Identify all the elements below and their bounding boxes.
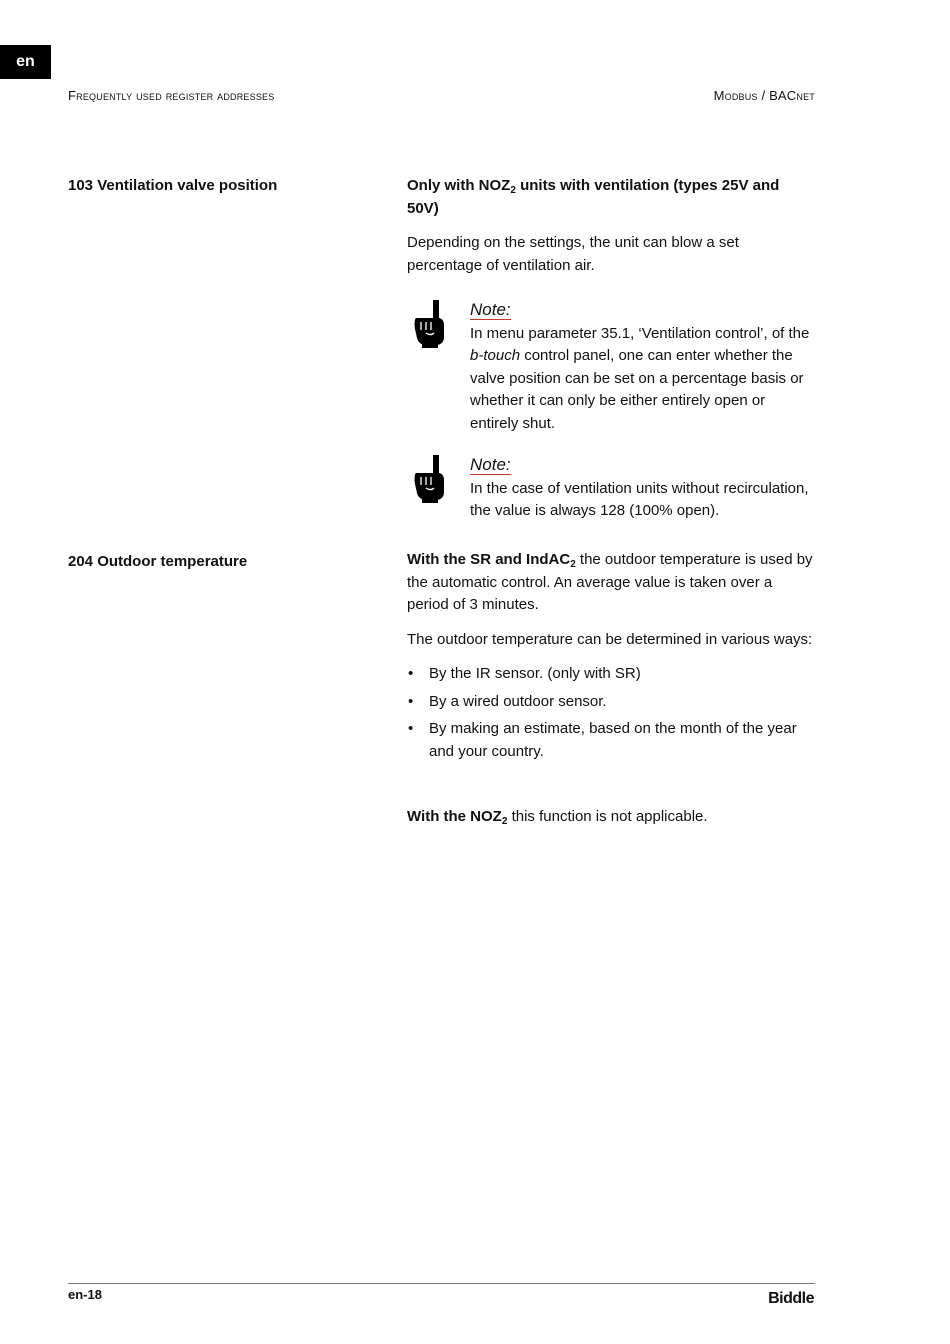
closing-rest: this function is not applicable. [507, 808, 708, 825]
intro-rest: the outdoor temperature is used by the automatic control. An average value is taken over a period of 3 minutes. [407, 551, 813, 613]
intro-bold: With the SR and IndAC [407, 551, 571, 568]
list-item: • By the IR sensor. (only with SR) [407, 663, 815, 686]
page-number: en-18 [68, 1287, 102, 1302]
pointing-hand-icon [412, 300, 446, 348]
language-tab: en [0, 45, 51, 79]
note-text-b: control panel, one can enter whether the valve position can be set on a percentage basis or whether it can only be either entirely open or entirely shut. [470, 347, 804, 432]
methods-list [407, 663, 815, 763]
note-label: Note: [470, 455, 511, 474]
section-103-paragraph: Depending on the settings, the unit can blow a set percentage of ventilation air. [407, 234, 739, 274]
brand-logo: Biddle [768, 1290, 814, 1307]
section-103-intro [407, 175, 815, 220]
list-item: • By a wired outdoor sensor. [407, 691, 815, 714]
closing-bold: With the NOZ [407, 808, 502, 825]
footer-divider [68, 1283, 815, 1284]
note-text-italic: b-touch [470, 347, 521, 364]
section-204-intro [407, 549, 815, 617]
running-header-right: Modbus / BACnet [713, 88, 815, 103]
subscript: 2 [510, 185, 516, 196]
subscript: 2 [501, 816, 508, 827]
section-204-closing [407, 806, 815, 841]
section-204-paragraph: The outdoor temperature can be determined in various ways: [407, 630, 813, 648]
pointing-hand-icon [412, 455, 446, 503]
section-title-103: 103 Ventilation valve position [68, 177, 278, 194]
section-204-body [407, 549, 815, 768]
list-item: • By making an estimate, based on the month of the year and your country. [407, 718, 815, 763]
intro-text: Only with NOZ [407, 177, 511, 194]
note-text: In the case of ventilation units without recirculation, the value is always 128 (100% open). [470, 479, 809, 519]
subscript: 2 [570, 559, 576, 570]
note-label: Note: [470, 300, 511, 319]
section-title-204: 204 Outdoor temperature [68, 553, 248, 570]
note-text [470, 323, 815, 436]
intro-text-cont: units with ventilation (types 25V and 50V) [407, 177, 780, 217]
note-text-a: In menu parameter 35.1, ‘Ventilation control’, of the [470, 324, 810, 342]
section-103-body [407, 175, 815, 289]
running-header-left: Frequently used register addresses [68, 88, 275, 103]
